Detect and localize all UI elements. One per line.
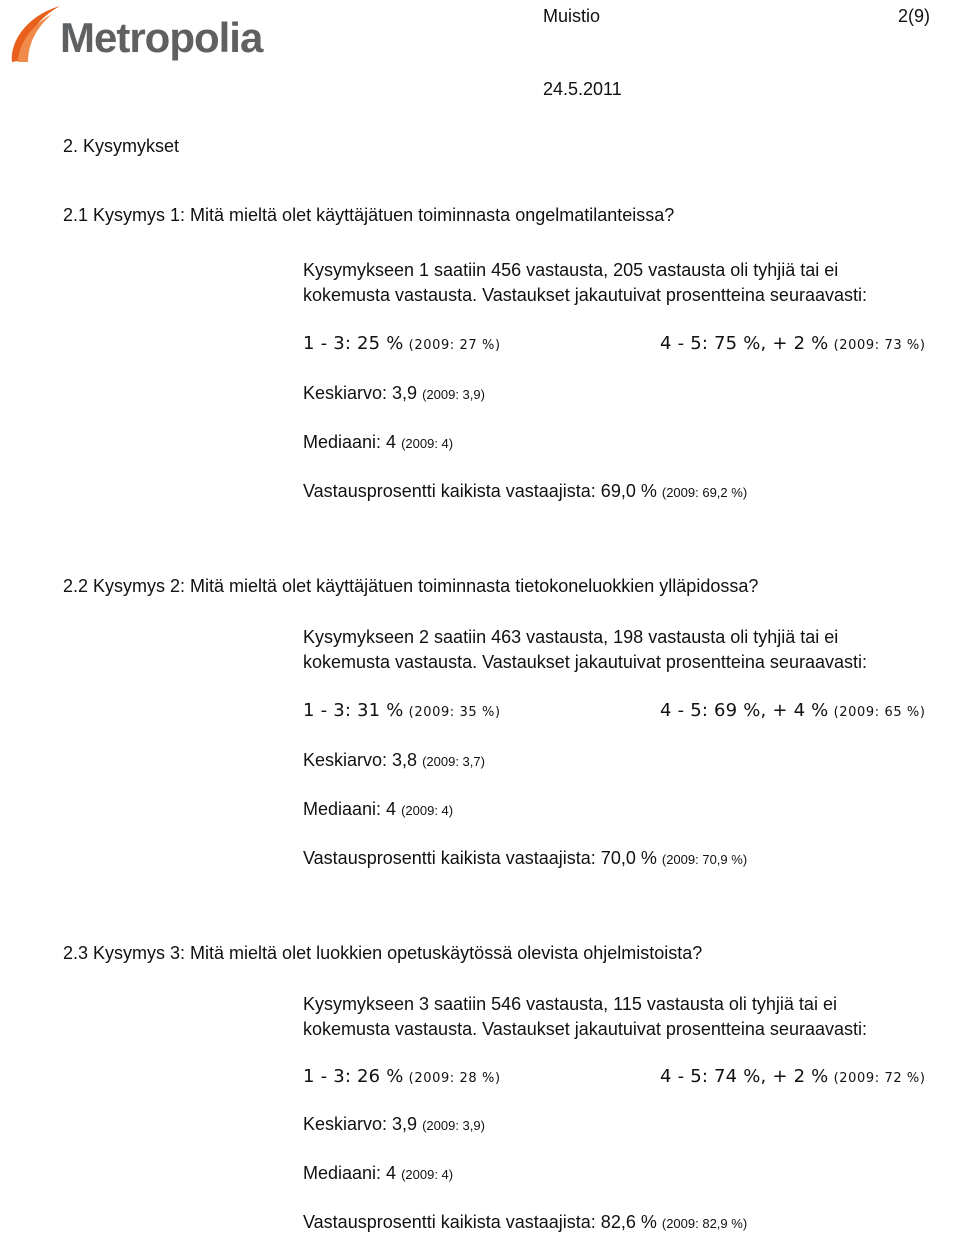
question-1-high-share: 4 - 5: 75 %, + 2 % (2009: 73 %): [660, 333, 926, 354]
question-3-intro-line-1: Kysymykseen 3 saatiin 546 vastausta, 115 vastausta oli tyhjiä tai ei: [303, 994, 837, 1014]
question-1-distribution: [303, 333, 955, 359]
question-2-title: 2.2 Kysymys 2: Mitä mieltä olet käyttäjätuen toiminnasta tietokoneluokkien ylläpidossa?: [63, 576, 759, 596]
document-type: Muistio: [543, 6, 601, 26]
question-1-intro-line-1: Kysymykseen 1 saatiin 456 vastausta, 205 vastausta oli tyhjiä tai ei: [303, 260, 839, 280]
document-date: 24.5.2011: [543, 79, 622, 99]
question-3-mean: Keskiarvo: 3,9 (2009: 3,9): [303, 1114, 485, 1134]
section-heading: 2. Kysymykset: [63, 136, 180, 156]
question-2-mean: Keskiarvo: 3,8 (2009: 3,7): [303, 750, 485, 770]
question-2-intro-line-1: Kysymykseen 2 saatiin 463 vastausta, 198 vastausta oli tyhjiä tai ei: [303, 627, 839, 647]
question-3-intro: [303, 992, 953, 1042]
logo-wordmark: Metropolia: [60, 14, 263, 61]
question-3-distribution: [303, 1066, 955, 1092]
page-number: 2(9): [898, 6, 931, 26]
question-2-distribution: [303, 700, 955, 726]
question-1-response-rate: Vastausprosentti kaikista vastaajista: 69,0 % (2009: 69,2 %): [303, 481, 748, 501]
question-3-intro-line-2: kokemusta vastausta. Vastaukset jakautuivat prosentteina seuraavasti:: [303, 1019, 867, 1039]
question-2-median: Mediaani: 4 (2009: 4): [303, 799, 454, 819]
question-3-median: Mediaani: 4 (2009: 4): [303, 1163, 454, 1183]
question-3-high-share: 4 - 5: 74 %, + 2 % (2009: 72 %): [660, 1066, 926, 1087]
question-2-low-share: 1 - 3: 31 % (2009: 35 %): [303, 700, 501, 721]
question-3-response-rate: Vastausprosentti kaikista vastaajista: 82,6 % (2009: 82,9 %): [303, 1212, 748, 1232]
question-2-intro-line-2: kokemusta vastausta. Vastaukset jakautuivat prosentteina seuraavasti:: [303, 652, 867, 672]
question-1-title: 2.1 Kysymys 1: Mitä mieltä olet käyttäjätuen toiminnasta ongelmatilanteissa?: [63, 205, 675, 225]
question-2-high-share: 4 - 5: 69 %, + 4 % (2009: 65 %): [660, 700, 926, 721]
question-3-title: 2.3 Kysymys 3: Mitä mieltä olet luokkien opetuskäytössä olevista ohjelmistoista?: [63, 943, 703, 963]
question-1-intro-line-2: kokemusta vastausta. Vastaukset jakautuivat prosentteina seuraavasti:: [303, 285, 867, 305]
question-2-intro: [303, 625, 953, 675]
question-1-intro: [303, 258, 953, 308]
question-1-median: Mediaani: 4 (2009: 4): [303, 432, 454, 452]
metropolia-logo: [4, 2, 274, 64]
question-1-low-share: 1 - 3: 25 % (2009: 27 %): [303, 333, 501, 354]
question-3-low-share: 1 - 3: 26 % (2009: 28 %): [303, 1066, 501, 1087]
question-1-mean: Keskiarvo: 3,9 (2009: 3,9): [303, 383, 485, 403]
question-2-response-rate: Vastausprosentti kaikista vastaajista: 70,0 % (2009: 70,9 %): [303, 848, 748, 868]
